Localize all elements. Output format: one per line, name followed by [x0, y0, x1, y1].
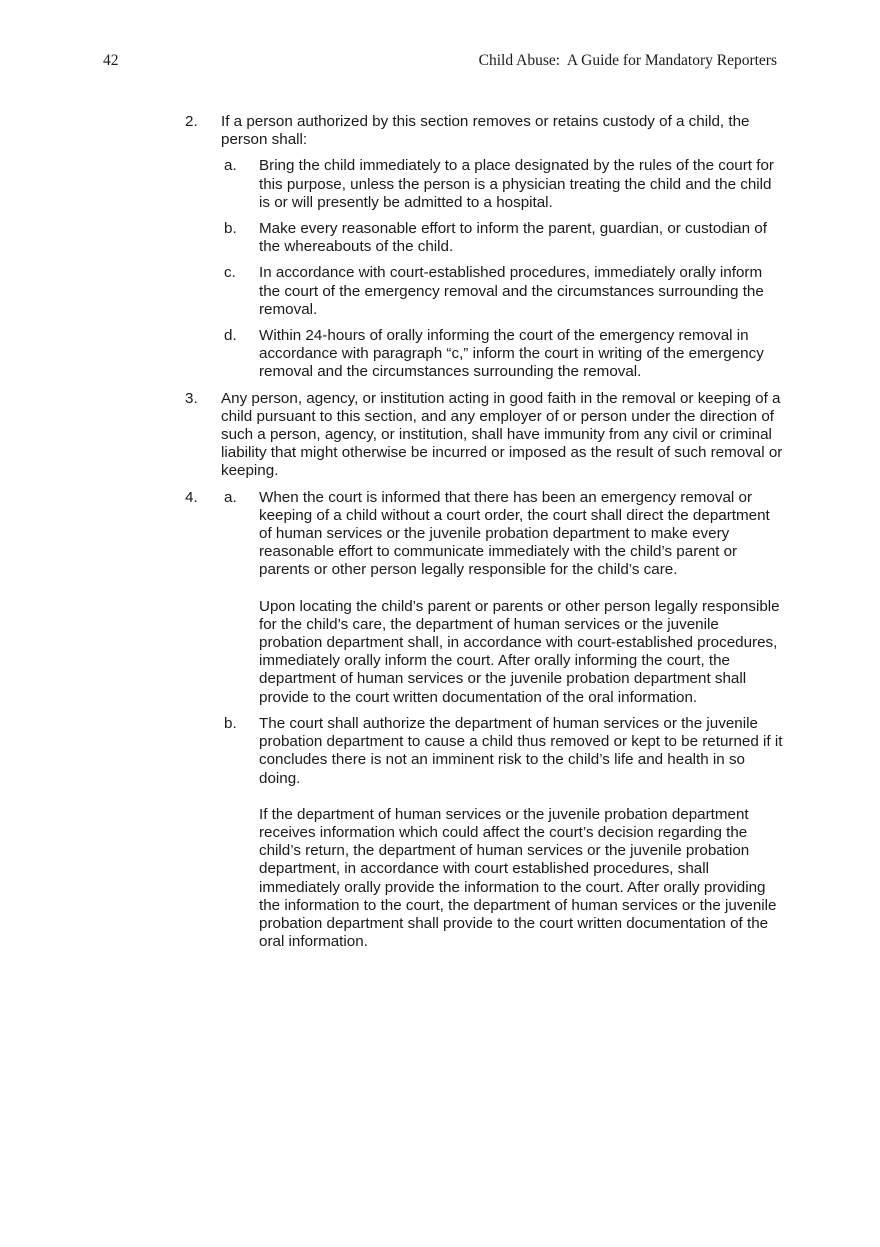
sub-item-paragraph: Upon locating the child’s parent or parents or other person legally responsible for the child’s care, the department of human services or the juvenile probation department shall, in accordance with court-established procedures, immediately orally inform the court. After orally informing the court, the department of human services or the juvenile probation department shall provide to the court written documentation of the oral information. [259, 597, 780, 706]
running-title: Child Abuse: A Guide for Mandatory Reporters [478, 52, 777, 69]
sub-item-c [221, 264, 785, 319]
item-text: If a person authorized by this section removes or retains custody of a child, the person shall: [221, 113, 750, 149]
sub-item-a [221, 157, 785, 212]
sub-item-letter: a. [224, 157, 237, 175]
sub-item-paragraph: If the department of human services or the juvenile probation department receives information which could affect the court’s decision regarding the child’s return, the department of human services or the juvenile probation department, in accordance with court established procedures, shall immediately orally provide the information to the court. After orally providing the information to the court, the department of human services or the juvenile probation department shall provide to the court written documentation of the oral information. [259, 805, 777, 951]
sub-list [221, 157, 785, 381]
sub-item-text: Within 24-hours of orally informing the court of the emergency removal in accordance with paragraph “c,” inform the court in writing of the emergency removal and the circumstances surrounding the removal. [259, 327, 764, 381]
sub-item-letter: d. [224, 327, 237, 345]
sub-item-a [221, 489, 785, 707]
item-number: 3. [185, 389, 198, 407]
sub-item-letter: b. [224, 714, 237, 732]
document-body [185, 113, 785, 959]
sub-item-paragraph: When the court is informed that there has been an emergency removal or keeping of a child without a court order, the court shall direct the department of human services or the juvenile probation department to make every reasonable effort to communicate immediately with the child’s parent or parents or other person legally responsible for the child’s care. [259, 488, 770, 579]
sub-item-letter: c. [224, 264, 236, 282]
sub-item-text: In accordance with court-established procedures, immediately orally inform the court of the emergency removal and the circumstances surrounding the removal. [259, 264, 764, 318]
sub-item-paragraph: The court shall authorize the department of human services or the juvenile probation department to cause a child thus removed or kept to be returned if it concludes there is not an imminent risk to the child’s life and health in so doing. [259, 714, 783, 787]
item-number: 4. [185, 488, 198, 506]
sub-item-letter: b. [224, 220, 237, 238]
page-number: 42 [103, 52, 119, 69]
sub-item-text: Make every reasonable effort to inform the parent, guardian, or custodian of the whereabouts of the child. [259, 220, 767, 256]
list-item-2 [185, 113, 785, 382]
sub-item-b [221, 220, 785, 256]
list-item-4 [185, 489, 785, 952]
sub-list [221, 489, 785, 952]
item-text: Any person, agency, or institution acting in good faith in the removal or keeping of a child pursuant to this section, and any employer of or person under the direction of such a person, agency, or institution, shall have immunity from any civil or criminal liability that might otherwise be incurred or imposed as the result of such removal or keeping. [221, 389, 783, 480]
list-item-3 [185, 390, 785, 481]
sub-item-letter: a. [224, 488, 237, 506]
sub-item-d [221, 327, 785, 382]
sub-item-b [221, 715, 785, 951]
sub-item-text: Bring the child immediately to a place designated by the rules of the court for this purpose, unless the person is a physician treating the child and the child is or will presently be admitted to a hospital. [259, 157, 774, 211]
item-number: 2. [185, 113, 198, 130]
